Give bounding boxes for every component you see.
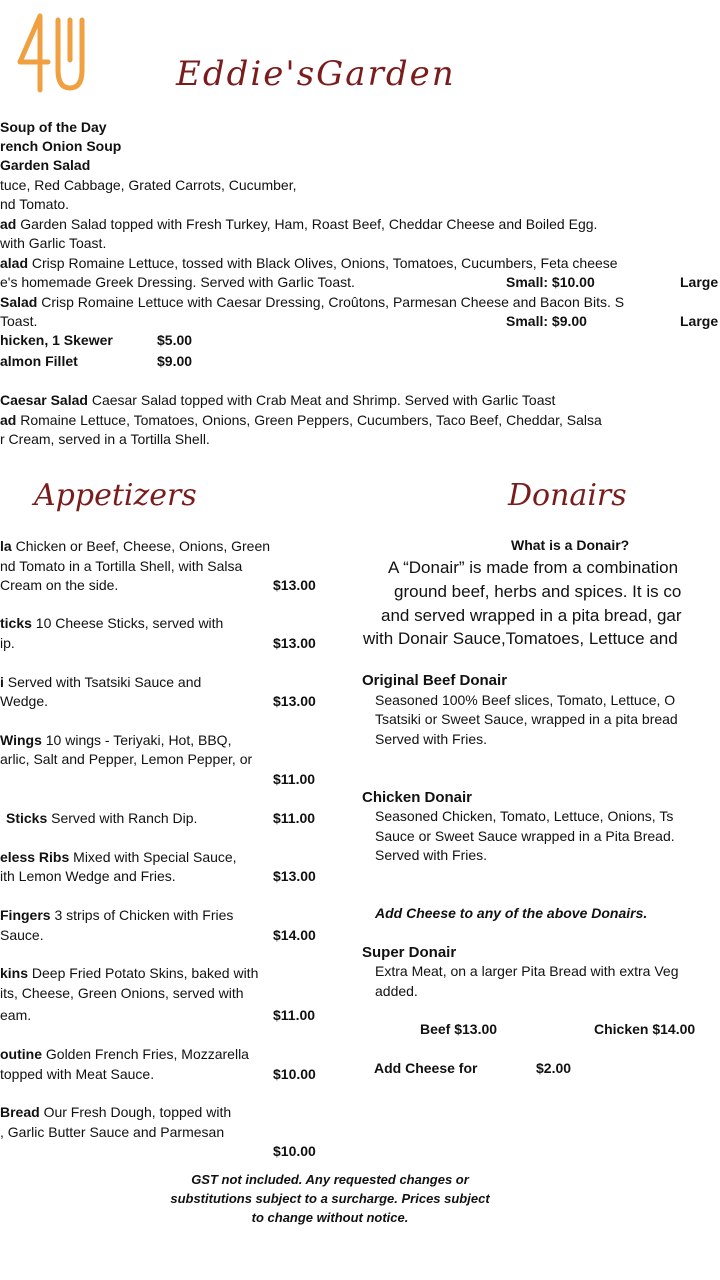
appetizer-desc: 10 wings - Teriyaki, Hot, BBQ, bbox=[41, 732, 232, 748]
greek-salad-large-price: Large bbox=[680, 274, 719, 290]
appetizer-desc: Chicken or Beef, Cheese, Onions, Green bbox=[11, 538, 271, 554]
donair-question: What is a Donair? bbox=[511, 537, 630, 553]
garden-salad-desc-2: nd Tomato. bbox=[0, 196, 70, 212]
taco-salad-line bbox=[0, 411, 602, 430]
appetizer-item bbox=[0, 906, 233, 925]
appetizer-desc-3: Cream on the side. bbox=[0, 577, 119, 593]
appetizer-name: Bread bbox=[0, 1104, 40, 1120]
taco-salad-name: ad bbox=[0, 412, 17, 428]
addon-salmon-price: $9.00 bbox=[157, 353, 193, 369]
chicken-donair-desc-3: Served with Fries. bbox=[375, 847, 488, 863]
appetizer-desc-2: topped with Meat Sauce. bbox=[0, 1066, 155, 1082]
footer-note bbox=[140, 1170, 520, 1227]
appetizer-desc-2: Wedge. bbox=[0, 693, 48, 709]
super-donair-desc-1: Extra Meat, on a larger Pita Bread with extra Veg bbox=[375, 963, 679, 979]
donair-intro-3: and served wrapped in a pita bread, gar bbox=[381, 606, 682, 625]
appetizer-price: $13.00 bbox=[273, 577, 316, 593]
chicken-donair-desc-2: Sauce or Sweet Sauce wrapped in a Pita Bread. bbox=[375, 828, 675, 844]
appetizer-item bbox=[0, 848, 237, 867]
footer-line-3: to change without notice. bbox=[251, 1210, 409, 1225]
seafood-caesar-line bbox=[0, 391, 555, 410]
appetizer-desc: Served with Tsatsiki Sauce and bbox=[3, 674, 202, 690]
donair-intro-4: with Donair Sauce,Tomatoes, Lettuce and bbox=[363, 629, 678, 648]
appetizer-desc: Our Fresh Dough, topped with bbox=[39, 1104, 232, 1120]
appetizers-title: Appetizers bbox=[34, 478, 197, 513]
appetizer-desc-2: , Garlic Butter Sauce and Parmesan bbox=[0, 1124, 225, 1140]
restaurant-name: Eddie'sGarden bbox=[176, 54, 456, 94]
taco-salad-desc-2: r Cream, served in a Tortilla Shell. bbox=[0, 431, 210, 447]
chef-salad-desc: Garden Salad topped with Fresh Turkey, Ham, Roast Beef, Cheddar Cheese and Boiled Egg. bbox=[16, 216, 598, 232]
appetizer-item bbox=[0, 673, 201, 692]
original-donair-desc-1: Seasoned 100% Beef slices, Tomato, Lettuce, O bbox=[375, 692, 676, 708]
caesar-salad-name: Salad bbox=[0, 294, 38, 310]
appetizer-item bbox=[0, 537, 270, 556]
chef-salad-name: ad bbox=[0, 216, 17, 232]
appetizer-price: $13.00 bbox=[273, 635, 316, 651]
seafood-caesar-name: Caesar Salad bbox=[0, 392, 88, 408]
greek-salad-small-price: Small: $10.00 bbox=[506, 274, 595, 290]
appetizer-desc: Golden French Fries, Mozzarella bbox=[42, 1046, 249, 1062]
chef-salad-desc-2: with Garlic Toast. bbox=[0, 235, 107, 251]
appetizer-name: Fingers bbox=[0, 907, 51, 923]
footer-line-2: substitutions subject to a surcharge. Prices subject bbox=[170, 1191, 490, 1206]
appetizer-item bbox=[0, 1103, 231, 1122]
footer-line-1: GST not included. Any requested changes or bbox=[191, 1172, 469, 1187]
chef-salad-line bbox=[0, 215, 597, 234]
chicken-price: Chicken $14.00 bbox=[594, 1021, 696, 1037]
appetizer-desc: 10 Cheese Sticks, served with bbox=[31, 615, 224, 631]
garden-salad-desc: tuce, Red Cabbage, Grated Carrots, Cucumber, bbox=[0, 177, 297, 193]
addon-salmon: almon Fillet bbox=[0, 353, 78, 369]
appetizer-desc-2: nd Tomato in a Tortilla Shell, with Salsa bbox=[0, 558, 243, 574]
chicken-donair-name: Chicken Donair bbox=[362, 789, 473, 806]
appetizer-price: $11.00 bbox=[273, 810, 316, 826]
donairs-title: Donairs bbox=[508, 478, 627, 513]
caesar-salad-large-price: Large bbox=[680, 313, 719, 329]
caesar-salad-line bbox=[0, 293, 624, 312]
appetizer-desc-3: eam. bbox=[0, 1007, 32, 1023]
original-donair-desc-3: Served with Fries. bbox=[375, 731, 488, 747]
appetizer-price: $11.00 bbox=[273, 771, 316, 787]
cheese-label: Add Cheese for bbox=[374, 1060, 478, 1076]
greek-salad-line bbox=[0, 254, 618, 273]
appetizer-price: $10.00 bbox=[273, 1143, 316, 1159]
appetizer-price: $13.00 bbox=[273, 693, 316, 709]
appetizer-item bbox=[0, 614, 223, 633]
appetizer-name: outine bbox=[0, 1046, 42, 1062]
caesar-salad-desc: Crisp Romaine Lettuce with Caesar Dressing, Croûtons, Parmesan Cheese and Bacon Bits. S bbox=[37, 294, 625, 310]
appetizer-desc-2: its, Cheese, Green Onions, served with bbox=[0, 985, 244, 1001]
appetizer-desc: Deep Fried Potato Skins, baked with bbox=[28, 965, 259, 981]
donair-intro-1: A “Donair” is made from a combination bbox=[388, 558, 679, 577]
appetizer-name: i bbox=[0, 674, 4, 690]
appetizer-name: kins bbox=[0, 965, 29, 981]
taco-salad-desc: Romaine Lettuce, Tomatoes, Onions, Green Peppers, Cucumbers, Taco Beef, Cheddar, Salsa bbox=[16, 412, 602, 428]
super-donair-name: Super Donair bbox=[362, 944, 457, 961]
seafood-caesar-desc: Caesar Salad topped with Crab Meat and Shrimp. Served with Garlic Toast bbox=[87, 392, 556, 408]
greek-salad-name: alad bbox=[0, 255, 29, 271]
original-donair-name: Original Beef Donair bbox=[362, 672, 508, 689]
french-onion-soup: rench Onion Soup bbox=[0, 138, 122, 154]
addon-chicken: hicken, 1 Skewer bbox=[0, 332, 113, 348]
add-cheese-note: Add Cheese to any of the above Donairs. bbox=[375, 905, 648, 921]
appetizer-item bbox=[0, 731, 231, 750]
caesar-salad-desc-2: Toast. bbox=[0, 313, 38, 329]
chicken-donair-desc-1: Seasoned Chicken, Tomato, Lettuce, Onions, Ts bbox=[375, 808, 674, 824]
appetizer-price: $14.00 bbox=[273, 927, 316, 943]
appetizer-price: $11.00 bbox=[273, 1007, 316, 1023]
appetizer-item bbox=[0, 964, 258, 983]
fork-logo-icon bbox=[14, 10, 90, 96]
appetizer-name: la bbox=[0, 538, 12, 554]
greek-salad-desc-2: e's homemade Greek Dressing. Served with Garlic Toast. bbox=[0, 274, 355, 290]
appetizer-price: $13.00 bbox=[273, 868, 316, 884]
soup-of-day: Soup of the Day bbox=[0, 119, 107, 135]
original-donair-desc-2: Tsatsiki or Sweet Sauce, wrapped in a pita bread bbox=[375, 711, 678, 727]
appetizer-desc: 3 strips of Chicken with Fries bbox=[50, 907, 234, 923]
appetizer-desc-2: Sauce. bbox=[0, 927, 44, 943]
appetizer-desc-2: ip. bbox=[0, 635, 15, 651]
appetizer-desc-2: arlic, Salt and Pepper, Lemon Pepper, or bbox=[0, 751, 253, 767]
garden-salad-name: Garden Salad bbox=[0, 157, 91, 173]
appetizer-price: $10.00 bbox=[273, 1066, 316, 1082]
appetizer-item bbox=[0, 1045, 249, 1064]
greek-salad-desc: Crisp Romaine Lettuce, tossed with Black Olives, Onions, Tomatoes, Cucumbers, Feta cheese bbox=[28, 255, 618, 271]
appetizer-name: Wings bbox=[0, 732, 42, 748]
appetizer-desc: Mixed with Special Sauce, bbox=[69, 849, 237, 865]
appetizer-name: Sticks bbox=[6, 810, 48, 826]
appetizer-name: ticks bbox=[0, 615, 32, 631]
beef-price: Beef $13.00 bbox=[420, 1021, 498, 1037]
donair-intro-2: ground beef, herbs and spices. It is co bbox=[394, 582, 682, 601]
appetizer-desc-2: ith Lemon Wedge and Fries. bbox=[0, 868, 176, 884]
appetizer-desc: Served with Ranch Dip. bbox=[47, 810, 198, 826]
appetizer-item bbox=[0, 809, 197, 828]
super-donair-desc-2: added. bbox=[375, 983, 418, 999]
appetizer-name: eless Ribs bbox=[0, 849, 70, 865]
addon-chicken-price: $5.00 bbox=[157, 332, 193, 348]
caesar-salad-small-price: Small: $9.00 bbox=[506, 313, 587, 329]
cheese-price: $2.00 bbox=[536, 1060, 572, 1076]
